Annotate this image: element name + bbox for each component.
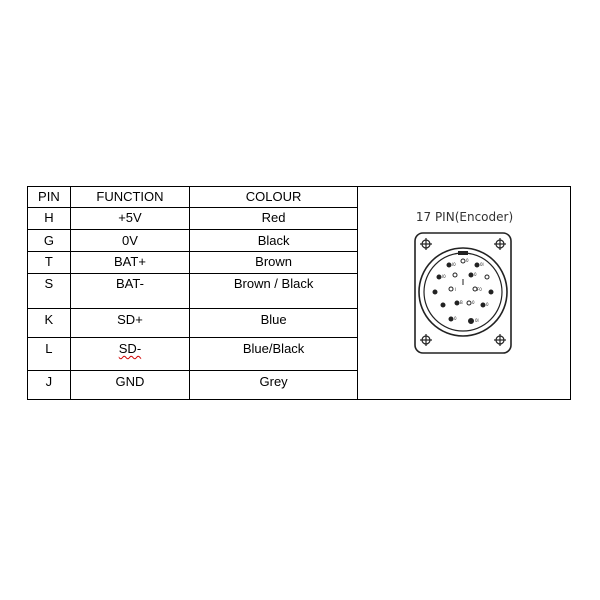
svg-text:0l: 0l (480, 262, 484, 267)
header-colour: COLOUR (190, 187, 358, 208)
table-header-row (28, 187, 358, 208)
cell-function: BAT- (70, 274, 189, 309)
cell-colour: Brown (190, 252, 358, 274)
cell-colour: Red (190, 208, 358, 230)
cell-function: BAT+ (70, 252, 189, 274)
cell-pin: J (28, 371, 70, 400)
svg-text:0: 0 (472, 300, 475, 305)
cell-colour: Black (190, 230, 358, 252)
cell-function: +5V (70, 208, 189, 230)
svg-text:0l: 0l (475, 318, 479, 323)
cell-pin: H (28, 208, 70, 230)
svg-text:l0: l0 (452, 262, 456, 267)
svg-text:F0: F0 (477, 287, 482, 292)
cell-colour: Blue/Black (190, 338, 358, 371)
svg-text:0: 0 (474, 272, 477, 277)
table-row (28, 274, 358, 309)
svg-text:l: l (455, 287, 457, 292)
table-row (28, 371, 358, 400)
table-row (28, 338, 358, 371)
cell-pin: S (28, 274, 70, 309)
svg-text:0: 0 (486, 302, 489, 307)
header-pin: PIN (28, 187, 70, 208)
cell-function: GND (70, 371, 189, 400)
cell-colour: Blue (190, 309, 358, 338)
connector-17-pin-icon (413, 231, 513, 355)
cell-pin: K (28, 309, 70, 338)
svg-text:0: 0 (454, 316, 457, 321)
svg-text:B: B (460, 300, 463, 305)
table-row (28, 230, 358, 252)
cell-pin: L (28, 338, 70, 371)
header-function: FUNCTION (70, 187, 189, 208)
svg-text:0: 0 (466, 258, 469, 263)
cell-colour: Brown / Black (190, 274, 358, 309)
svg-text:l0: l0 (442, 274, 446, 279)
cell-pin: T (28, 252, 70, 274)
function-sd-minus-text: SD- (118, 341, 142, 356)
table-row (28, 309, 358, 338)
pinout-table (28, 187, 358, 400)
cell-function: 0V (70, 230, 189, 252)
pinout-frame (27, 186, 571, 400)
diagram-title: 17 PIN(Encoder) (415, 210, 514, 224)
cell-colour: Grey (190, 371, 358, 400)
connector-diagram (358, 187, 571, 399)
cell-function: SD+ (70, 309, 189, 338)
cell-pin: G (28, 230, 70, 252)
table-row (28, 252, 358, 274)
cell-function (70, 338, 189, 371)
table-row (28, 208, 358, 230)
